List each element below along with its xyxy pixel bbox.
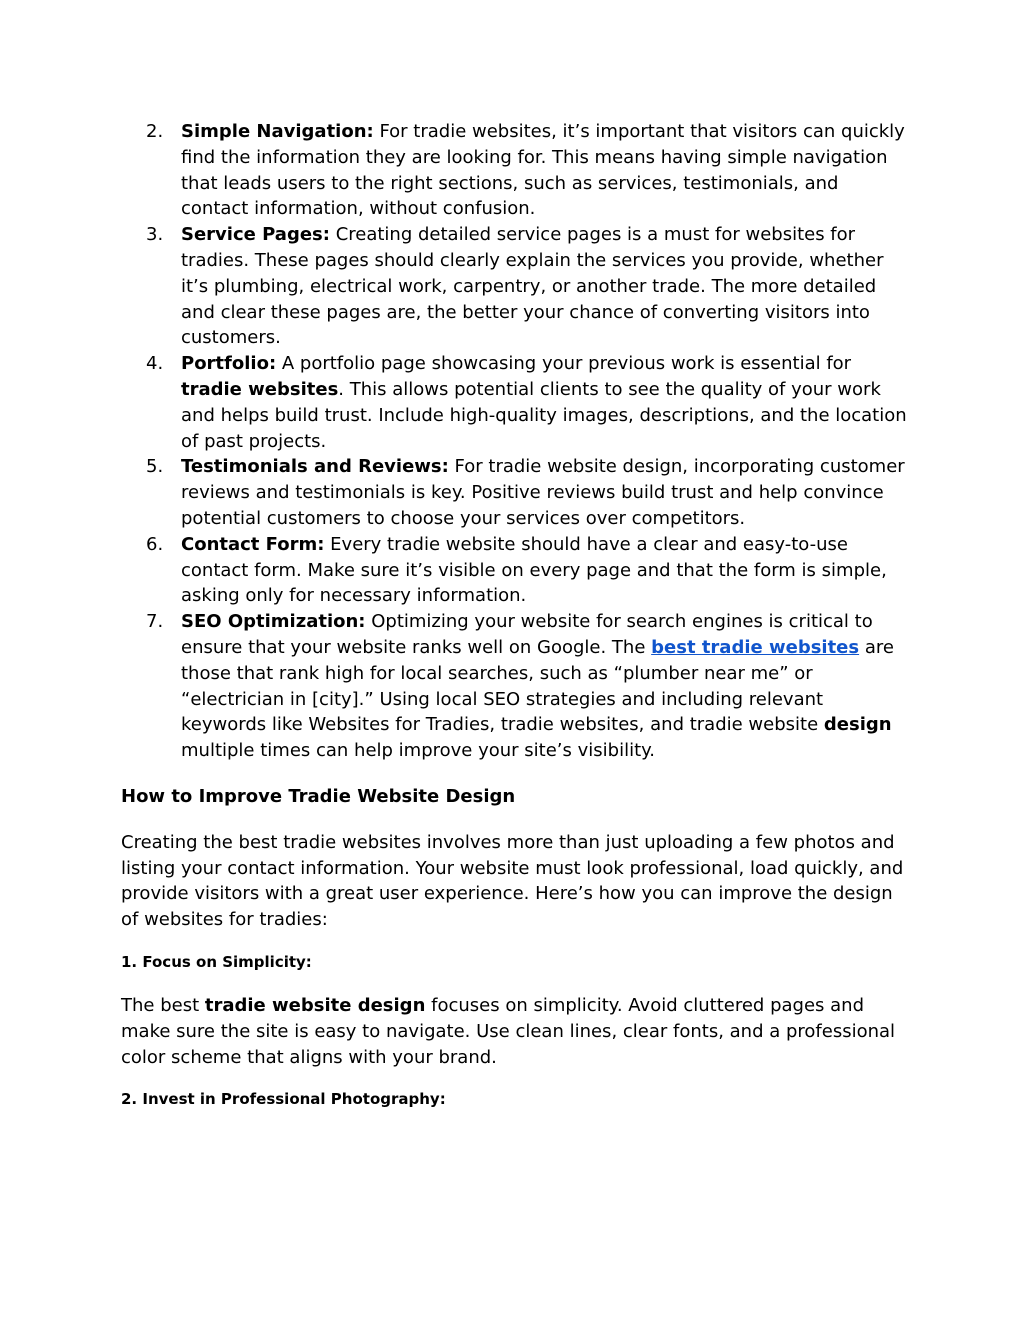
list-item-label: Service Pages: <box>181 224 330 246</box>
list-item-number: 3. <box>146 224 164 246</box>
list-item-text: multiple times can help improve your site’s visibility. <box>181 740 655 762</box>
best-tradie-websites-link[interactable]: best tradie websites <box>651 636 860 658</box>
feature-list <box>121 119 911 764</box>
list-item-label: Contact Form: <box>181 533 325 555</box>
list-item-text: Every tradie website should have a clear and easy-to-use contact form. Make sure it’s visible on every page and that the form is simple, asking only for necessary information. <box>181 533 887 607</box>
list-item <box>121 351 911 454</box>
paragraph-text: The best <box>121 994 205 1016</box>
list-item-number: 6. <box>146 533 164 555</box>
list-item-text: Optimizing your website for search engines is critical to ensure that your website ranks well on Google. The <box>181 611 873 658</box>
list-item-number: 7. <box>146 611 164 633</box>
list-item <box>121 532 911 609</box>
list-item <box>121 609 911 764</box>
list-item-label: SEO Optimization: <box>181 611 366 633</box>
list-item-label: Portfolio: <box>181 353 277 375</box>
list-item-label: Testimonials and Reviews: <box>181 456 449 478</box>
list-item <box>121 222 911 351</box>
list-item-label: Simple Navigation: <box>181 121 374 142</box>
section-intro-paragraph: Creating the best tradie websites involves more than just uploading a few photos and listing your contact information. Your website must look professional, load quickly, and provide visitors with a great user experience. Here’s how you can improve the design of websites for tradies: <box>121 831 904 931</box>
list-item-text: For tradie websites, it’s important that visitors can quickly find the information they are looking for. This means having simple navigation that leads users to the right sections, such as services, testimonials, and contact information, without confusion. <box>181 121 905 220</box>
section-heading: How to Improve Tradie Website Design <box>121 785 516 807</box>
bold-phrase: tradie websites <box>181 378 339 400</box>
document-page <box>121 119 911 1110</box>
list-item-number: 2. <box>146 121 164 142</box>
bold-phrase: design <box>823 714 892 736</box>
list-item-text: Creating detailed service pages is a must for websites for tradies. These pages should clearly explain the services you provide, whether it’s plumbing, electrical work, carpentry, or another trade. The more detailed and clear these pages are, the better your chance of converting visitors into customers. <box>181 224 884 349</box>
list-item-number: 4. <box>146 353 164 375</box>
list-item <box>121 454 911 531</box>
simplicity-paragraph <box>121 993 911 1070</box>
list-item-text: A portfolio page showcasing your previous work is essential for <box>276 353 852 375</box>
list-item <box>121 119 911 222</box>
paragraph-text: focuses on simplicity. Avoid cluttered pages and make sure the site is easy to navigate. Use clean lines, clear fonts, and a professional color scheme that aligns with your brand. <box>121 994 896 1068</box>
list-item-text: For tradie website design, incorporating customer reviews and testimonials is key. Positive reviews build trust and help convince potential customers to choose your services over competitors. <box>181 456 905 529</box>
list-item-text: . This allows potential clients to see the quality of your work and helps build trust. Include high-quality images, descriptions, and the location of past projects. <box>181 378 907 452</box>
subsection-heading-simplicity: 1. Focus on Simplicity: <box>121 952 312 971</box>
list-item-text: are those that rank high for local searches, such as “plumber near me” or “electrician in [city].” Using local SEO strategies and including relevant keywords like Websites for Tradies, tradie websites, and tradie website <box>181 636 894 736</box>
list-item-number: 5. <box>146 456 164 478</box>
bold-phrase: tradie website design <box>204 994 426 1016</box>
subsection-heading-photography: 2. Invest in Professional Photography: <box>121 1090 446 1109</box>
